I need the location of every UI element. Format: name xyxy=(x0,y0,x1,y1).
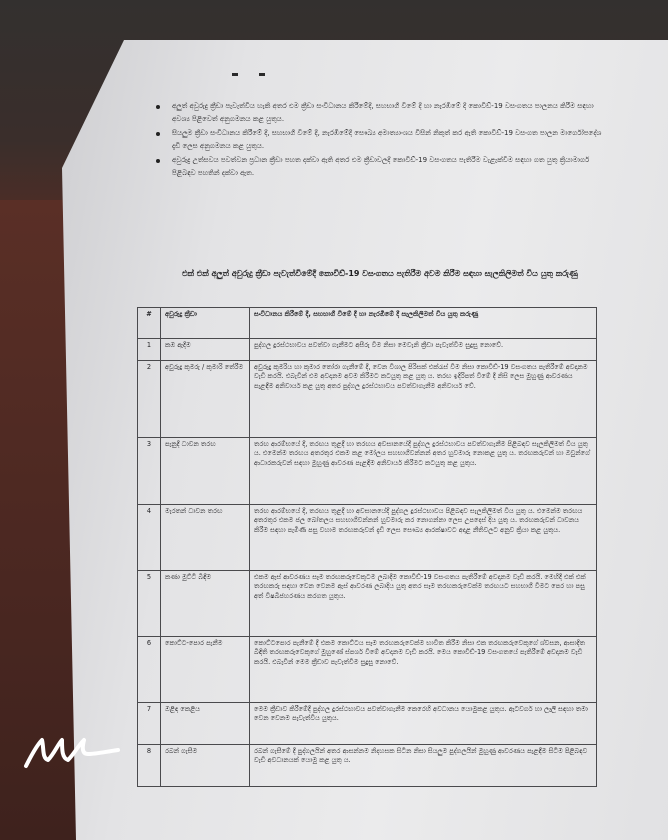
bullet-item: අලුත් අවුරුදු ක්‍රීඩා පැවැත්විය හැකි අතර එම ක්‍රීඩා සංවිධානය කිරීමේදී, සහභාගී වීමේ දී හා නැරඹීමේ දී කොවිඩ්-19 වසංගතය පාලනය කිරීම සඳහා අවශ්‍ය පිළිවෙත් අනුගමනය කළ යුතුය. xyxy=(150,100,610,125)
row-guidance: කොට්ටපොර පැනීමේ දී එකම කොට්ටය සෑම තරඟකරුවෙක්ම භාවිත කිරීම නිසා එක තරඟකරුවෙකුගේ ශ්වසන, ආසාදිත බිඳිති තරඟකරුවෙකුගේ මුහුණේ ස්පර්ශ වීමේ අවදානම වැඩි කරයි. මෙය කොවිඩ්-19 වසංගතයේ පැතිරීමේ අවදානම වැඩි කරයි. එබැවින් මෙම ක්‍රීඩාව පැවැත්වීම සුදුසු නොවේ. xyxy=(250,637,597,703)
row-guidance: තරඟ ආරම්භයේ දී, තරඟය තුළදී හා අවසානයේදී පුද්ගල දුරස්ථභාවය පිළිබඳව සැලකිලිමත් විය යුතු ය. එමෙන්ම තරඟය අතරතුර එකම ජල බෝතලය සහභාගීවන්නන් හුවමාරු කර නොගන්නා ලෙස උපදෙස් දිය යුතු ය. තරඟකරුවන් ධාවනය කිරීම සඳහා පැමිණි පසු වහාම තරඟකරුවන් දැඩි ලෙස සෞඛ්‍ය ආරක්ෂාවට අදාළ නීතිවලට අනුව ක්‍රියා කළ යුතුය. xyxy=(250,505,597,571)
table-header-row xyxy=(138,308,597,339)
row-num: 3 xyxy=(138,438,161,505)
table-row xyxy=(138,438,597,505)
print-mark xyxy=(232,73,238,76)
row-num: 1 xyxy=(138,339,161,361)
header-num: # xyxy=(138,308,161,339)
row-guidance: තරඟ ආරම්භයේ දී, තරඟය තුළදී හා තරඟය අවසානයේදී පුද්ගල දුරස්ථභාවය පවත්වාගැනීම පිළිබඳව සැලකිලිමත් විය යුතු ය. එමෙන්ම තරඟය අතරතුර එකම කළ මෝලය සහභාගීවන්නන් අතර හුවමාරු නොකළ යුතු ය. තරඟකරුවන් හා ඔවුන්ගේ ආධාරකරුවන් සඳහා මුහුණු ආවරණ පැළඳීම අනිවාර්ය කිරීමට කටයුතු කළ යුතුය. xyxy=(250,438,597,505)
print-mark xyxy=(259,73,265,76)
row-activity: රබන් ගැසීම xyxy=(161,745,250,787)
row-activity: මැරතන් ධාවන තරඟ xyxy=(161,505,250,571)
handwritten-signature xyxy=(22,730,132,775)
row-activity: ඔළිඳ කෙළිය xyxy=(161,703,250,745)
table-row xyxy=(138,637,597,703)
row-num: 7 xyxy=(138,703,161,745)
table-heading: එක් එක් අලුත් අවුරුදු ක්‍රීඩා පැවැත්වීමේදී කොවිඩ්-19 වසංගතය පැතිරීම අවම කිරීම සඳහා සැලකිලිමත් විය යුතු කරුණු xyxy=(182,269,578,278)
row-activity: පැනුදී ධාවන තරඟ xyxy=(161,438,250,505)
header-guidance: සංවිධානය කිරීමේ දී, සහභාගී වීමේ දී හා නැරඹීමේ දී සැලකිලිමත් විය යුතු කරුණු xyxy=(250,308,597,339)
row-guidance: අවුරුදු කුමරිය හා කුමාර තෝරා ගැනීමේ දී, වෙන විශාල පිරිසක් එක්රැස් වීම නිසා කොවිඩ්-19 වසංගතය පැතිරීමේ අවදානම වැඩි කරයි. එබැවින් එම අවදානම අවම කිරීමට කටයුතු කළ යුතු ය. තරඟ ඉදිරිපත් වීමේ දී නිසි ලෙස මුහුණු ආවරණය පැළඳීම අනිවාර්ය කළ යුතු අතර පුද්ගල දුරස්ථභාවය පවත්වාගැනීම අනිවාර්ය වේ. xyxy=(250,361,597,438)
row-activity: කොට්ට-පොර පැනීම xyxy=(161,637,250,703)
table-row xyxy=(138,339,597,361)
bullet-item: සියලුම ක්‍රීඩා සංවිධානය කිරීමේ දී, සහභාගී වීමේ දී, නැරඹීමේදී සෞඛ්‍ය අමාත්‍යාංශය විසින් නිකුත් කර ඇති කොවිඩ්-19 වසංගත පාලන මාර්ගෝපදේශ දැඩි ලෙස අනුගමනය කළ යුතුය. xyxy=(150,127,610,152)
row-activity: කණා මුට්ටි බිඳීම xyxy=(161,571,250,637)
row-num: 6 xyxy=(138,637,161,703)
row-guidance: පුද්ගල දුරස්ථභාවය පවත්වා ගැනීමට අසීරු වීම නිසා මෙවැනි ක්‍රීඩා පැවැත්වීම සුදුසු නොවේ. xyxy=(250,339,597,361)
bullet-item: අවුරුදු උත්සවය පවත්වන ප්‍රධාන ක්‍රීඩා පහත දක්වා ඇති අතර එම ක්‍රීඩාවලදී කොවිඩ්-19 වසංගතය පැතිරීම වැළැක්වීම සඳහා ගත යුතු ක්‍රියාමාර්ග පිළිබඳව පහතින් දක්වා ඇත. xyxy=(150,154,610,179)
activities-table xyxy=(137,307,597,787)
intro-bullet-list xyxy=(150,100,610,181)
row-num: 5 xyxy=(138,571,161,637)
table-row xyxy=(138,703,597,745)
table-row xyxy=(138,361,597,438)
header-activity: අවුරුදු ක්‍රීඩා xyxy=(161,308,250,339)
table-row xyxy=(138,745,597,787)
table-row xyxy=(138,505,597,571)
row-num: 8 xyxy=(138,745,161,787)
row-num: 2 xyxy=(138,361,161,438)
table-row xyxy=(138,571,597,637)
row-guidance: මෙම ක්‍රීඩාව කිරීමේදී පුද්ගල දුරස්ථභාවය පවත්වාගැනීම කෙරෙහි අවධානය යොමුකළ යුතුය. ඇටවර්ග හා ලෑලි සඳහා තමා වෙන වෙනම පැවැත්විය යුතුය. xyxy=(250,703,597,745)
row-guidance: රබන් ගැසීමේ දී පුද්ගලයින් අතර ආසන්නම නිදහසක සිටින නිසා සියලුම පුද්ගලයින් මුහුණු ආවරණය පැළඳීම සිටීම පිළිබඳව වැඩි අවධානයක් යොමු කළ යුතු ය. xyxy=(250,745,597,787)
row-activity: කඹ ඇදීම xyxy=(161,339,250,361)
row-num: 4 xyxy=(138,505,161,571)
row-guidance: එකම ඇස් ආවරණය සෑම තරඟකරුවෙකුටම ලබාදීම කොවිඩ්-19 වසංගතය පැතිරීමේ අවදානම වැඩි කරයි. මෙහිදී එක් එක් තරඟකරු සඳහා වෙන වෙනම ඇස් ආවරණ ලබාදිය යුතු අතර සෑම තරඟකරුවෙක්ම තරඟයට සහභාගී වීමට පෙර හා පසු අත් විෂබීජහරණය කරගත යුතුය. xyxy=(250,571,597,637)
row-activity: අවුරුදු කුමරු / කුමාරි තේරීම xyxy=(161,361,250,438)
